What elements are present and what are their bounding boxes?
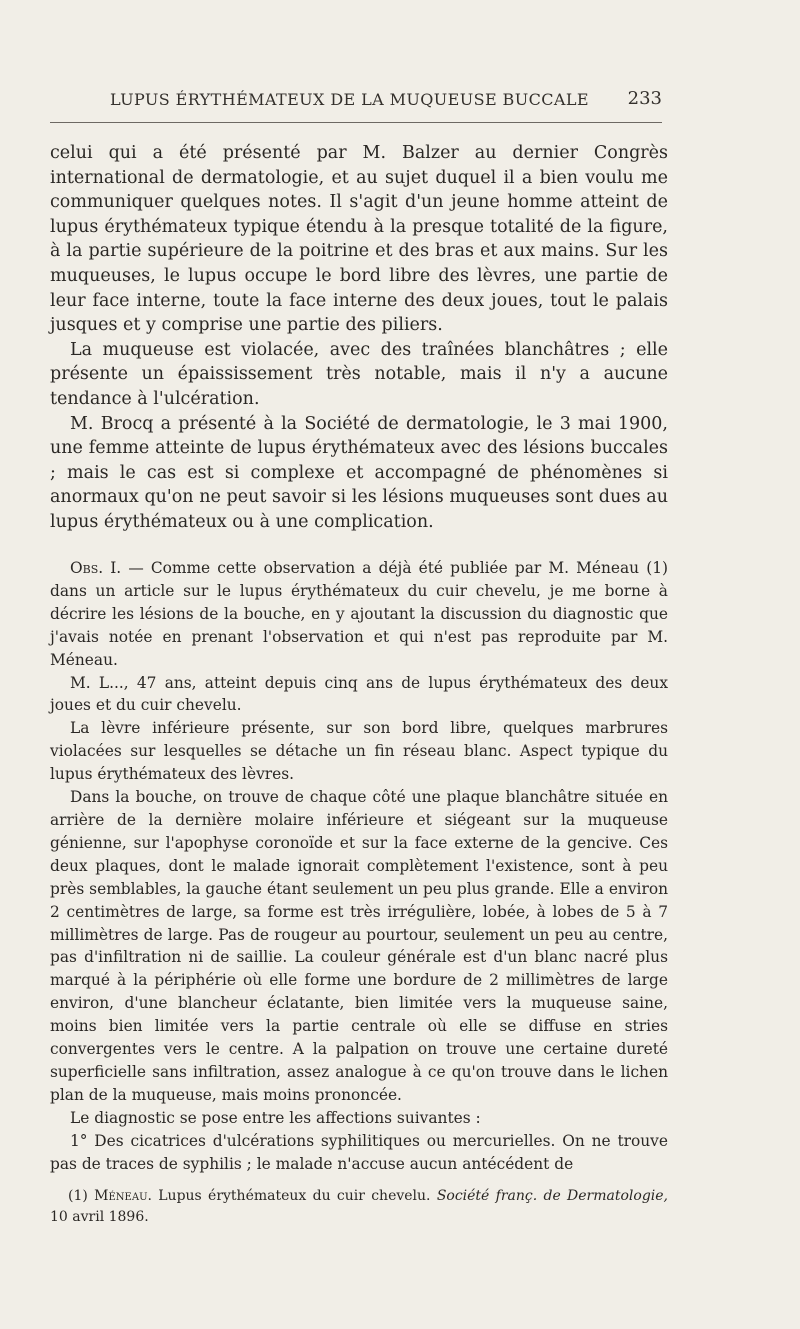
paragraph-continued: celui qui a été présenté par M. Balzer au dernier Congrès international de dermatologie, et au sujet duquel il a bien voulu me communiquer quelques notes. Il s'agit d'un jeune homme atteint de lupus érythémateux typique étendu à la presque totalité de la figure, à la partie supérieure de la poitrine et des bras et aux mains. Sur les muqueuses, le lupus occupe le bord libre des lèvres, une partie de leur face interne, toute la face interne des deux joues, tout le palais jusques et y comprise une partie des piliers. — [50, 143, 668, 336]
observation-block — [50, 557, 668, 1175]
paragraph-brocq: M. Brocq a présenté à la Société de dermatologie, le 3 mai 1900, une femme atteinte de lupus érythémateux avec des lésions buccales ; mais le cas est si complexe et accompagné de phénomènes si anormaux qu'on ne peut savoir si les lésions muqueuses sont dues au lupus érythémateux ou à une complication. — [50, 413, 668, 532]
footnote — [50, 1186, 668, 1228]
running-title: LUPUS ÉRYTHÉMATEUX DE LA MUQUEUSE BUCCALE — [110, 90, 589, 109]
footnote-author: Méneau. — [94, 1188, 152, 1204]
observation-patient: M. L..., 47 ans, atteint depuis cinq ans de lupus érythémateux des deux joues et du cuir chevelu. — [50, 673, 668, 715]
header-rule — [50, 122, 662, 123]
paragraph-mucosa: La muqueuse est violacée, avec des traînées blanchâtres ; elle présente un épaississement très notable, mais il n'y a aucune tendance à l'ulcération. — [50, 339, 668, 409]
observation-diagnosis-item-1: 1° Des cicatrices d'ulcérations syphilitiques ou mercurielles. On ne trouve pas de traces de syphilis ; le malade n'accuse aucun antécédent de — [50, 1131, 668, 1173]
running-header — [50, 84, 662, 112]
observation-intro — [50, 557, 668, 672]
observation-lip: La lèvre inférieure présente, sur son bord libre, quelques marbrures violacées sur lesquelles se détache un fin réseau blanc. Aspect typique du lupus érythémateux des lèvres. — [50, 719, 668, 784]
main-text — [50, 141, 668, 535]
observation-mouth: Dans la bouche, on trouve de chaque côté une plaque blanchâtre située en arrière de la dernière molaire inférieure et siégeant sur la muqueuse génienne, sur l'apophyse coronoïde et sur la face externe de la gencive. Ces deux plaques, dont le malade ignorait complètement l'existence, sont à peu près semblables, la gauche étant seulement un peu plus grande. Elle a environ 2 centimètres de large, sa forme est très irrégulière, lobée, à lobes de 5 à 7 millimètres de large. Pas de rougeur au pourtour, seulement un peu au centre, pas d'infiltration ni de saillie. La couleur générale est d'un blanc nacré plus marqué à la périphérie où elle forme une bordure de 2 millimètres de large environ, d'une blancheur éclatante, bien limitée vers la muqueuse saine, moins bien limitée vers la partie centrale où elle se diffuse en stries convergentes vers le centre. A la palpation on trouve une certaine dureté superficielle sans infiltration, assez analogue à ce qu'on trouve dans le lichen plan de la muqueuse, mais moins prononcée. — [50, 788, 668, 1104]
footnote-date: 10 avril 1896. — [50, 1209, 149, 1225]
footnote-marker: (1) — [68, 1188, 88, 1204]
footnote-journal: Société franç. de Dermatologie, — [436, 1188, 668, 1204]
footnote-title: Lupus érythémateux du cuir chevelu. — [151, 1188, 437, 1204]
page-number: 233 — [627, 88, 662, 109]
observation-intro-text: — Comme cette observation a déjà été publiée par M. Méneau (1) dans un article sur le lupus érythémateux du cuir chevelu, je me borne à décrire les lésions de la bouche, en y ajoutant la discussion du diagnostic que j'avais notée en prenant l'observation et qui n'est pas reproduite par M. Méneau. — [50, 559, 668, 669]
observation-diagnosis: Le diagnostic se pose entre les affections suivantes : — [70, 1108, 481, 1127]
observation-label: Obs. I. — [70, 559, 122, 577]
